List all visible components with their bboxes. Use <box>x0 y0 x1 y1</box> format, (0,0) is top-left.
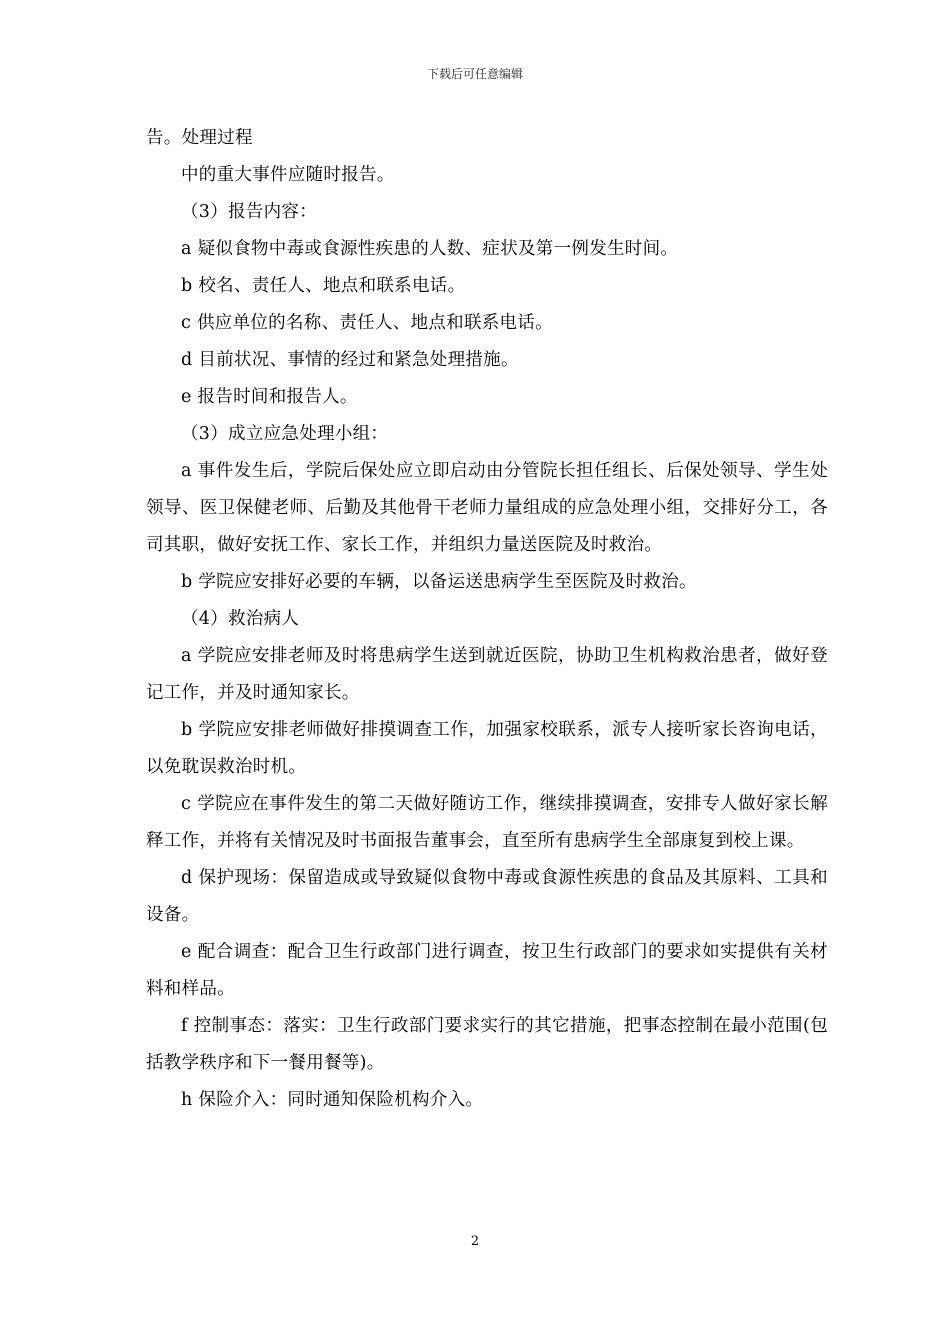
paragraph: 中的重大事件应随时报告。 <box>181 165 395 185</box>
section-heading: （4）救治病人 <box>181 609 300 629</box>
list-item: d 目前状况、事情的经过和紧急处理措施。 <box>181 350 519 370</box>
list-item: b 校名、责任人、地点和联系电话。 <box>181 276 466 296</box>
list-item: d 保护现场：保留造成或导致疑似食物中毒或食源性疾患的食品及其原料、工具和设备。 <box>146 868 828 925</box>
list-item: a 学院应安排老师及时将患病学生送到就近医院，协助卫生机构救治患者，做好登记工作，并及时通知家长。 <box>146 646 828 703</box>
list-item: a 疑似食物中毒或食源性疾患的人数、症状及第一例发生时间。 <box>181 239 679 259</box>
list-item: c 学院应在事件发生的第二天做好随访工作，继续排摸调查，安排专人做好家长解释工作，并将有关情况及时书面报告董事会，直至所有患病学生全部康复到校上课。 <box>146 794 828 851</box>
list-item: b 学院应安排老师做好排摸调查工作，加强家校联系，派专人接听家长咨询电话，以免耽误救治时机。 <box>146 720 828 777</box>
list-item: e 报告时间和报告人。 <box>181 387 358 407</box>
page-header: 下载后可任意编辑 <box>426 67 523 81</box>
list-item: e 配合调查：配合卫生行政部门进行调查，按卫生行政部门的要求如实提供有关材料和样品。 <box>146 942 828 999</box>
list-item: f 控制事态：落实：卫生行政部门要求实行的其它措施，把事态控制在最小范围(包括教学秩序和下一餐用餐等)。 <box>146 1016 828 1073</box>
paragraph: 告。处理过程 <box>146 128 253 148</box>
list-item: h 保险介入：同时通知保险机构介入。 <box>181 1090 484 1110</box>
list-item: a 事件发生后，学院后保处应立即启动由分管院长担任组长、后保处领导、学生处领导、医卫保健老师、后勤及其他骨干老师力量组成的应急处理小组，交排好分工，各司其职，做好安抚工作、家长工作，并组织力量送医院及时救治。 <box>146 461 828 555</box>
document-body <box>146 120 828 1119</box>
section-heading: （3）报告内容： <box>181 202 318 222</box>
list-item: c 供应单位的名称、责任人、地点和联系电话。 <box>181 313 553 333</box>
list-item: b 学院应安排好必要的车辆，以备运送患病学生至医院及时救治。 <box>181 572 697 592</box>
section-heading: （3）成立应急处理小组： <box>181 424 389 444</box>
page-number: 2 <box>470 1234 480 1249</box>
